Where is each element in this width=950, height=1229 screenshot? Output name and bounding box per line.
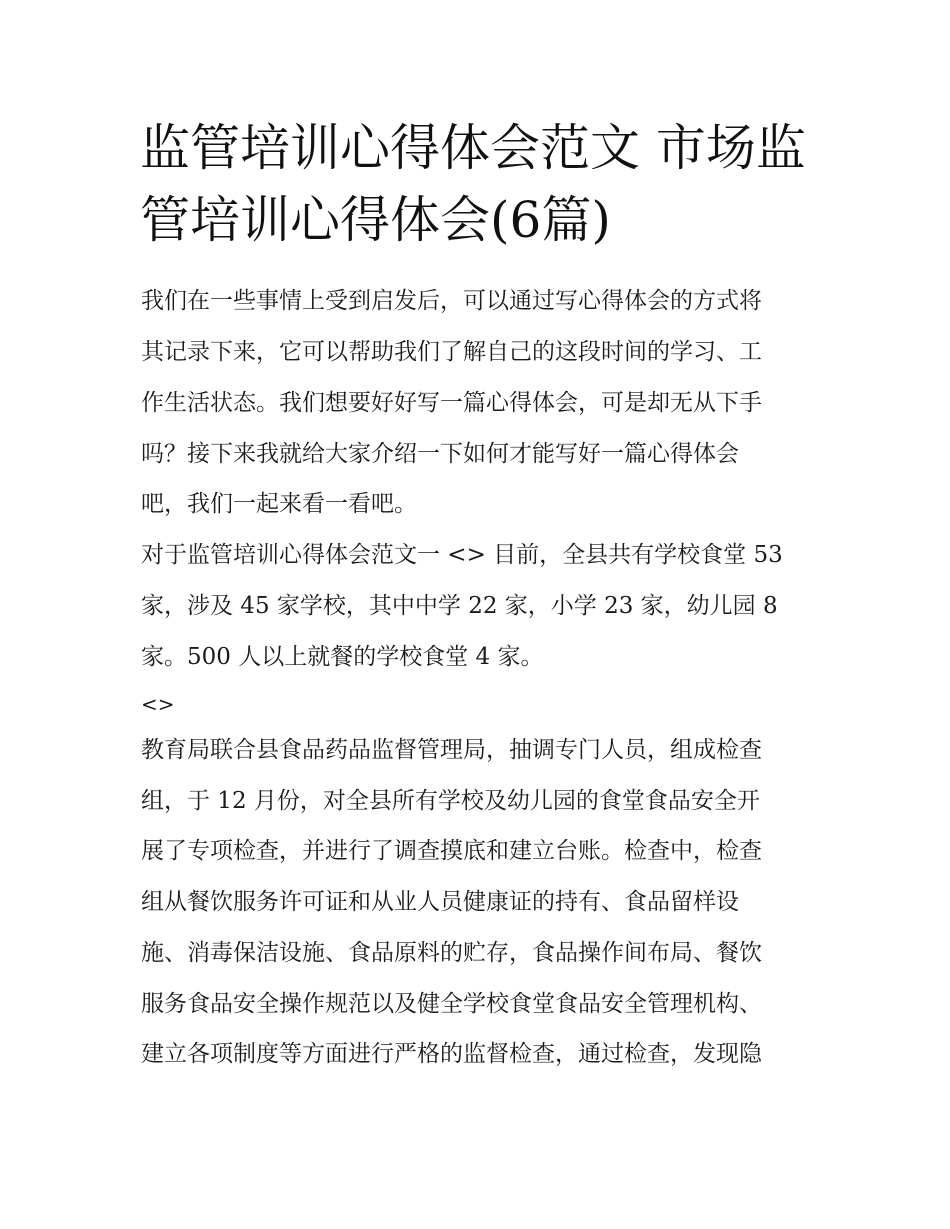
body-line: 组从餐饮服务许可证和从业人员健康证的持有、食品留样设: [141, 889, 739, 915]
body-line: 其记录下来，它可以帮助我们了解自己的这段时间的学习、工: [141, 339, 762, 365]
body-line: 展了专项检查，并进行了调查摸底和建立台账。检查中，检查: [141, 838, 762, 864]
body-line: 吧，我们一起来看一看吧。: [141, 491, 417, 517]
body-line: 家。500 人以上就餐的学校食堂 4 家。: [141, 644, 544, 670]
body-line: <>: [141, 692, 175, 716]
body-line: 施、消毒保洁设施、食品原料的贮存，食品操作间布局、餐饮: [141, 940, 762, 966]
body-line: 组，于 12 月份，对全县所有学校及幼儿园的食堂食品安全开: [141, 788, 760, 814]
body-line: 吗？接下来我就给大家介绍一下如何才能写好一篇心得体会: [141, 441, 739, 467]
body-line: 服务食品安全操作规范以及健全学校食堂食品安全管理机构、: [141, 991, 762, 1017]
body-line: 家，涉及 45 家学校，其中中学 22 家，小学 23 家，幼儿园 8: [141, 593, 778, 619]
body-line: 作生活状态。我们想要好好写一篇心得体会，可是却无从下手: [141, 390, 762, 416]
body-line: 对于监管培训心得体会范文一 <> 目前，全县共有学校食堂 53: [141, 542, 783, 568]
body-line: 教育局联合县食品药品监督管理局，抽调专门人员，组成检查: [141, 737, 762, 763]
body-line: 建立各项制度等方面进行严格的监督检查，通过检查，发现隐: [141, 1041, 762, 1067]
body-line: 我们在一些事情上受到启发后，可以通过写心得体会的方式将: [141, 288, 762, 314]
document-title: 监管培训心得体会范文 市场监管培训心得体会(6篇): [140, 119, 806, 249]
